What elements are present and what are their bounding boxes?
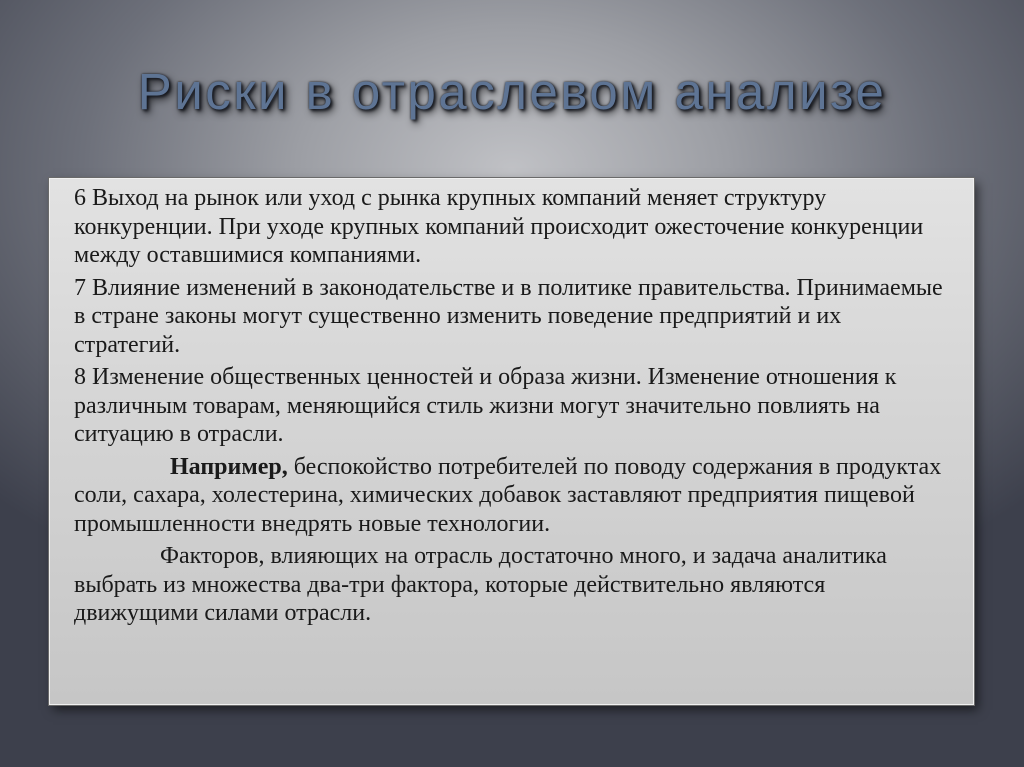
example-text: беспокойство потребителей по поводу содержания в продуктах соли, сахара, холестерина, химических добавок заставляют предприятия пищевой промышленности внедрять новые технологии. (74, 453, 942, 537)
example-label: Например, (170, 453, 288, 480)
paragraph-8-social-values: 8 Изменение общественных ценностей и образа жизни. Изменение отношения к различным товарам, меняющийся стиль жизни могут значительно повлиять на ситуацию в отрасли. (74, 364, 897, 447)
paragraph-6-market-entry: 6 Выход на рынок или уход с рынка крупных компаний меняет структуру конкуренции. При уходе крупных компаний происходит ожесточение конкуренции между оставшимися компаниями. (74, 185, 924, 268)
slide-title: Риски в отраслевом анализе (137, 63, 887, 120)
paragraph-7-legislation: 7 Влияние изменений в законодательстве и в политике правительства. Принимаемые в стране законы могут существенно изменить поведение предприятий и их стратегий. (74, 274, 943, 358)
content-box (49, 178, 974, 705)
paragraph-example (74, 453, 953, 539)
paragraph-conclusion: Факторов, влияющих на отрасль достаточно много, и задача аналитика выбрать из множества два-три фактора, которые действительно являются движущими силами отрасли. (74, 543, 887, 626)
